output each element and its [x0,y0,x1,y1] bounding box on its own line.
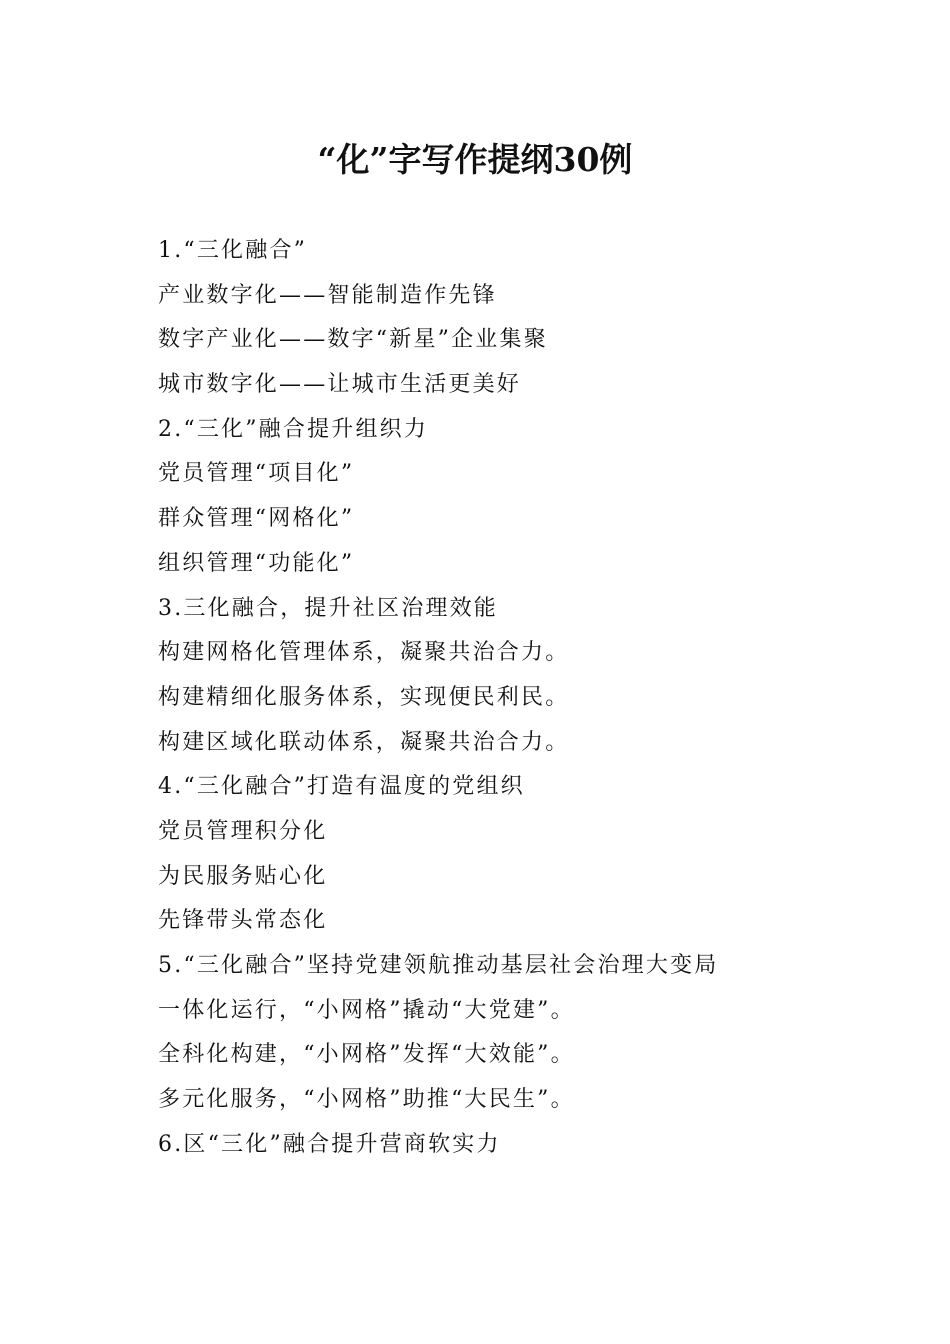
body-line: 组织管理“功能化” [158,550,355,576]
body-line: 多元化服务，“小网格”助推“大民生”。 [158,1087,575,1113]
body-line: 全科化构建，“小网格”发挥“大效能”。 [158,1042,575,1068]
body-line: 2.“三化”融合提升组织力 [158,416,429,442]
body-line: 3.三化融合，提升社区治理效能 [158,595,498,621]
body-line: 构建区域化联动体系，凝聚共治合力。 [158,729,570,755]
body-line: 6.区“三化”融合提升营商软实力 [158,1131,501,1157]
document-title: “化”字写作提纲30例 [317,140,633,179]
body-line: 产业数字化——智能制造作先锋 [158,282,497,308]
body-line: 城市数字化——让城市生活更美好 [158,372,522,398]
body-line: 党员管理积分化 [158,818,328,844]
body-line: 构建精细化服务体系，实现便民利民。 [158,684,570,710]
body-line: 一体化运行，“小网格”撬动“大党建”。 [158,997,575,1023]
body-line: 4.“三化融合”打造有温度的党组织 [158,774,525,800]
body-line: 先锋带头常态化 [158,908,328,934]
body-line: 群众管理“网格化” [158,506,355,532]
body-line: 党员管理“项目化” [158,461,355,487]
document-body [158,229,878,1167]
body-line: 为民服务贴心化 [158,863,328,889]
body-line: 1.“三化融合” [158,238,308,263]
body-line: 构建网格化管理体系，凝聚共治合力。 [158,640,570,666]
body-line: 5.“三化融合”坚持党建领航推动基层社会治理大变局 [158,953,719,978]
body-line: 数字产业化——数字“新星”企业集聚 [158,327,548,353]
